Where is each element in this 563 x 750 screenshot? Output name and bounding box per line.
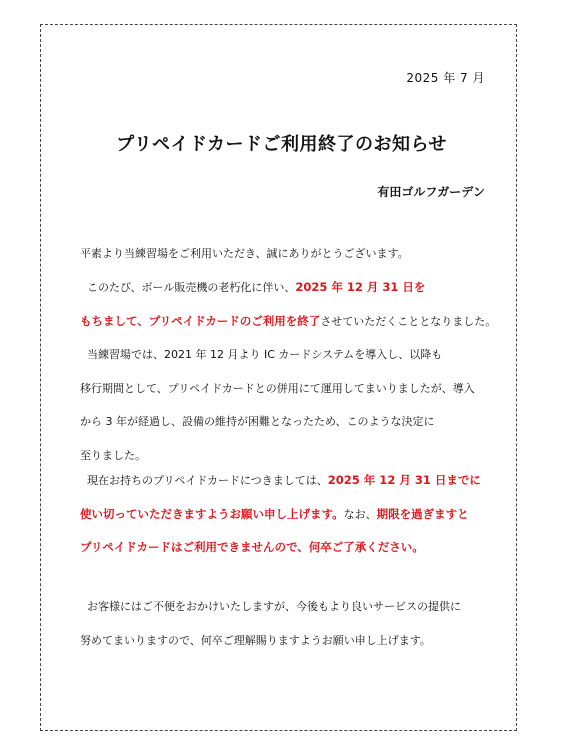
paragraph-closing bbox=[80, 590, 500, 657]
paragraph-line: 努めてまいりますので、何卒ご理解賜りますようお願い申し上げます。 bbox=[80, 633, 431, 647]
paragraph-line bbox=[80, 271, 500, 305]
organization-name: 有田ゴルフガーデン bbox=[377, 185, 485, 199]
paragraph-greeting bbox=[80, 237, 500, 271]
paragraph-background bbox=[80, 338, 500, 472]
background-text: 当練習場では、2021 年 12 月より IC カードシステムを導入し、以降も bbox=[87, 348, 443, 361]
paragraph-line bbox=[80, 338, 500, 372]
closing-text: お客様にはご不便をおかけいたしますが、今後もより良いサービスの提供に bbox=[87, 600, 461, 613]
announcement-text: させていただくこととなりました。 bbox=[320, 314, 497, 328]
termination-emphasis: もちまして、プリペイドカードのご利用を終了 bbox=[80, 313, 321, 328]
end-date-emphasis: 2025 年 12 月 31 日を bbox=[295, 280, 426, 294]
paragraph-line bbox=[80, 305, 500, 339]
paragraph-line: 移行期間として、プリペイドカードとの併用にて運用してまいりましたが、導入 bbox=[80, 381, 475, 395]
use-up-emphasis: 使い切っていただきますようお願い申し上げます。 bbox=[80, 506, 344, 521]
deadline-emphasis: 2025 年 12 月 31 日までに bbox=[327, 473, 481, 487]
paragraph-announcement bbox=[80, 271, 500, 338]
document-title: プリペイドカードご利用終了のお知らせ bbox=[116, 134, 447, 155]
paragraph-request bbox=[80, 464, 500, 565]
paragraph-line: から 3 年が経過し、設備の維持が困難となったため、このような決定に bbox=[80, 415, 435, 428]
paragraph-line bbox=[80, 590, 500, 624]
announcement-text: このたび、ボール販売機の老朽化に伴い、 bbox=[87, 281, 296, 294]
paragraph-line bbox=[80, 498, 500, 532]
document-date: 2025 年 7 月 bbox=[406, 71, 485, 85]
paragraph-line bbox=[80, 464, 500, 498]
request-text: なお、 bbox=[343, 507, 377, 521]
request-text: 現在お持ちのプリペイドカードにつきましては、 bbox=[87, 474, 328, 487]
unusable-emphasis: プリペイドカードはご利用できませんので、何卒ご了承ください。 bbox=[80, 540, 424, 554]
expiry-emphasis: 期限を過ぎますと bbox=[376, 506, 469, 521]
paragraph-line: 至りました。 bbox=[80, 448, 146, 462]
paragraph-line: 平素より当練習場をご利用いただき、誠にありがとうございます。 bbox=[80, 247, 409, 260]
